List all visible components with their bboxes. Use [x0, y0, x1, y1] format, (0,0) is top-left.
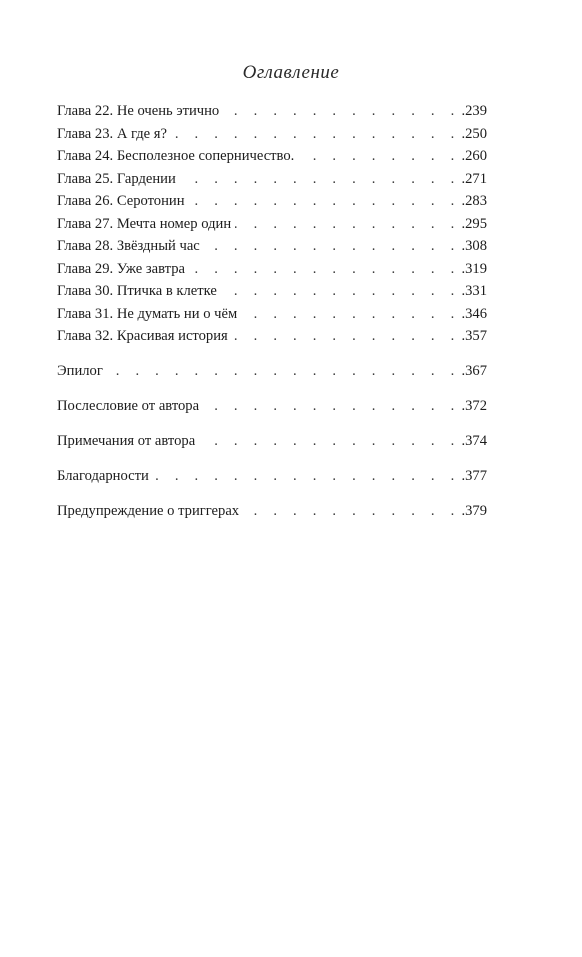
toc-entry-page: .346: [461, 305, 487, 322]
dot-leader: [203, 395, 460, 418]
toc-entry-chapter-32: [57, 325, 487, 348]
toc-entry-page: .357: [461, 328, 487, 344]
dot-leader: [180, 168, 461, 191]
toc-entry-chapter-28: [57, 235, 487, 258]
toc-entry-page: .271: [461, 170, 487, 187]
dot-leader: [232, 325, 461, 348]
dot-leader: [171, 123, 460, 146]
toc-entry-label: Послесловие от автора: [57, 398, 200, 414]
toc-entry-chapter-23: [57, 123, 487, 146]
toc-entry-label: Глава 26. Серотонин: [57, 193, 185, 209]
toc-entry-page: .379: [461, 503, 487, 519]
toc-entry-epilogue: [57, 360, 487, 383]
toc-entry-chapter-25: [57, 168, 487, 191]
toc-entry-label: Предупреждение о триггерах: [57, 503, 240, 519]
toc-entry-chapter-29: [57, 258, 487, 281]
toc-entry-page: .250: [461, 125, 487, 142]
toc-entry-page: .367: [461, 363, 487, 379]
toc-entry-label: Глава 30. Птичка в клетке: [57, 283, 217, 299]
toc-entry-label: Глава 29. Уже завтра: [57, 260, 185, 277]
toc-entry-label: Глава 22. Не очень этично: [57, 103, 220, 119]
toc-entry-label: Глава 23. А где я?: [57, 125, 168, 142]
dot-leader: [204, 235, 461, 258]
toc-entry-page: .239: [461, 103, 487, 119]
toc-entry-page: .295: [461, 215, 487, 232]
toc-entry-label: Глава 27. Мечта номер один: [57, 215, 232, 232]
toc-entry-chapter-31: [57, 303, 487, 326]
dot-leader: [241, 303, 460, 326]
toc-entry-label: Примечания от автора: [57, 433, 196, 449]
toc-entry-afterword: [57, 395, 487, 418]
dot-leader: [243, 500, 460, 523]
dot-leader: [223, 100, 460, 123]
toc-entry-page: .331: [461, 283, 487, 299]
toc-entry-author-notes: [57, 430, 487, 453]
toc-entry-chapter-26: [57, 190, 487, 213]
toc-entry-page: .283: [461, 193, 487, 209]
toc-entry-chapter-22: [57, 100, 487, 123]
toc-entry-page: .260: [461, 148, 487, 164]
toc-entry-page: .372: [461, 398, 487, 414]
toc-entry-acknowledgements: [57, 465, 487, 488]
toc-entry-label: Глава 31. Не думать ни о чём: [57, 305, 238, 322]
dot-leader: [189, 258, 460, 281]
toc-entry-label: Глава 25. Гардении: [57, 170, 176, 187]
toc-entry-page: .319: [461, 260, 487, 277]
toc-entry-chapter-27: [57, 213, 487, 236]
dot-leader: [199, 430, 460, 453]
table-of-contents: [57, 100, 487, 523]
dot-leader: [107, 360, 461, 383]
dot-leader: [153, 465, 461, 488]
toc-entry-label: Эпилог: [57, 363, 103, 379]
toc-entry-label: Глава 32. Красивая история: [57, 328, 228, 344]
dot-leader: [235, 213, 460, 236]
toc-entry-chapter-30: [57, 280, 487, 303]
dot-leader: [189, 190, 461, 213]
page-title: Оглавление: [242, 62, 340, 83]
toc-entry-page: .308: [461, 238, 487, 254]
toc-entry-label: Глава 28. Звёздный час: [57, 238, 200, 254]
toc-entry-trigger-warning: [57, 500, 487, 523]
toc-entry-label: Глава 24. Бесполезное соперничество.: [57, 148, 295, 164]
toc-entry-page: .377: [461, 468, 487, 484]
dot-leader: [221, 280, 461, 303]
toc-entry-page: .374: [461, 433, 487, 449]
toc-entry-chapter-24: [57, 145, 487, 168]
toc-entry-label: Благодарности: [57, 468, 149, 484]
dot-leader: [298, 145, 460, 168]
